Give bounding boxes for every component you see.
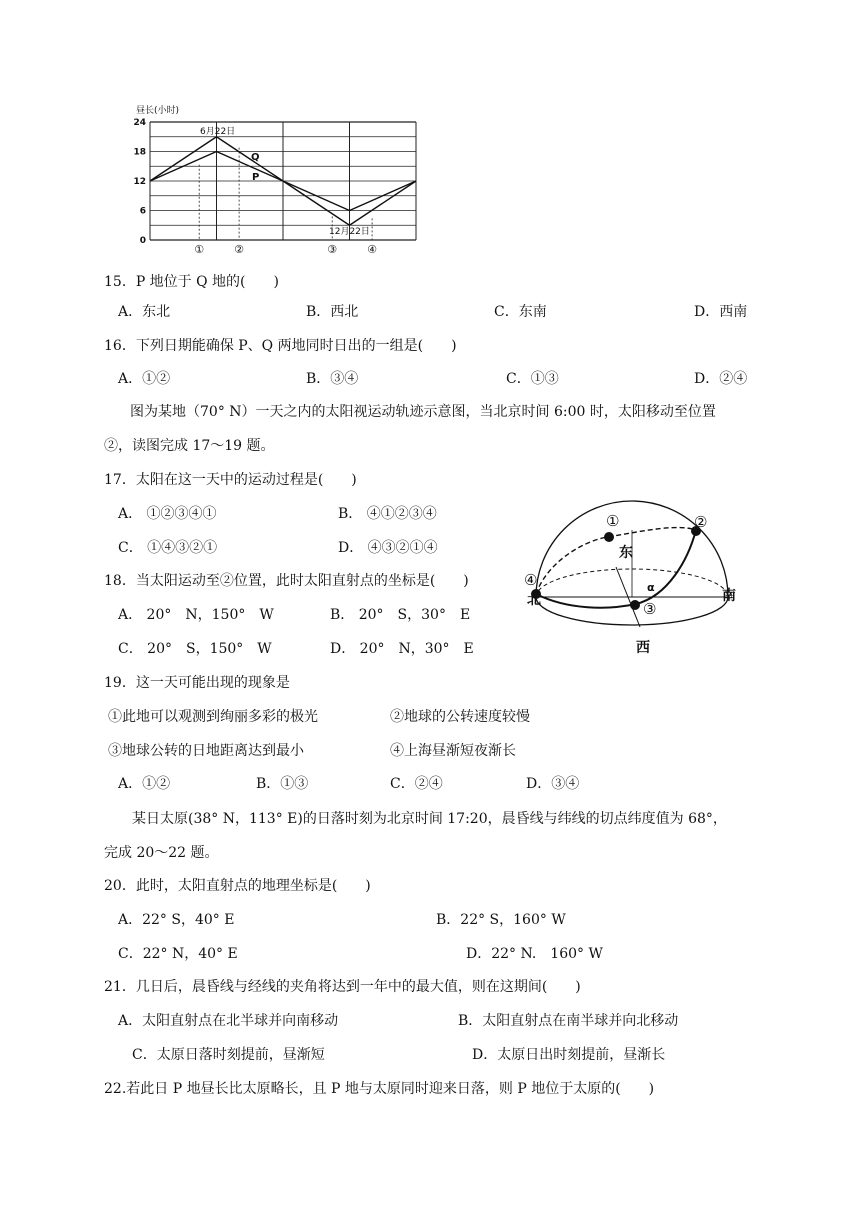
- intro-20-22-line2: 完成 20～22 题。: [104, 845, 219, 861]
- y-tick-label: 6: [139, 206, 146, 217]
- series-label-p: P: [252, 172, 260, 183]
- q16-option-d[interactable]: D．②④: [694, 371, 748, 387]
- y-tick-label: 24: [133, 118, 146, 128]
- q19-statement-2: ②地球的公转速度较慢: [390, 709, 530, 725]
- q18-option-c[interactable]: C． 20° S，150° W: [118, 641, 272, 657]
- q15-stem: 15．P 地位于 Q 地的( ): [104, 274, 279, 290]
- q18-option-a[interactable]: A． 20° N，150° W: [118, 607, 274, 623]
- q19-statement-3: ③地球公转的日地距离达到最小: [108, 743, 304, 759]
- q20-option-c[interactable]: C．22° N，40° E: [118, 946, 238, 962]
- label-south: 南: [722, 588, 736, 604]
- y-tick-label: 12: [133, 177, 146, 187]
- x-marker-label: ③: [327, 243, 338, 256]
- sun-path-front: [536, 530, 696, 608]
- annotation-dec22: 12月22日: [329, 227, 370, 237]
- q17-stem: 17．太阳在这一天中的运动过程是( ): [104, 472, 357, 488]
- q21-option-a[interactable]: A．太阳直射点在北半球并向南移动: [118, 1013, 339, 1029]
- label-west: 西: [636, 640, 650, 656]
- annotation-june22: 6月22日: [200, 127, 236, 137]
- q21-option-d[interactable]: D．太原日出时刻提前，昼渐长: [472, 1047, 666, 1063]
- q15-option-c[interactable]: C．东南: [494, 304, 547, 320]
- y-tick-label: 18: [133, 147, 146, 158]
- q19-option-d[interactable]: D．③④: [526, 776, 580, 792]
- intro-20-22-line1: 某日太原(38° N，113° E)的日落时刻为北京时间 17:20，晨昏线与纬线的切点纬度值为 68°，: [132, 811, 727, 827]
- q18-option-b[interactable]: B． 20° S，30° E: [330, 607, 471, 623]
- x-marker-label: ①: [194, 243, 205, 256]
- q17-option-b[interactable]: B． ④①②③④: [338, 506, 437, 522]
- q19-statement-4: ④上海昼渐短夜渐长: [390, 743, 516, 759]
- q15-option-a[interactable]: A．东北: [118, 304, 171, 320]
- q16-option-c[interactable]: C．①③: [506, 371, 559, 387]
- q18-option-d[interactable]: D． 20° N，30° E: [330, 641, 474, 657]
- q16-option-b[interactable]: B．③④: [306, 371, 359, 387]
- sun-position-label-2: ②: [694, 513, 708, 531]
- q20-stem: 20．此时，太阳直射点的地理坐标是( ): [104, 878, 371, 894]
- q18-stem: 18．当太阳运动至②位置，此时太阳直射点的坐标是( ): [104, 573, 469, 589]
- q19-stem: 19．这一天可能出现的现象是: [104, 675, 290, 691]
- label-alpha: α: [647, 581, 655, 594]
- q21-option-c[interactable]: C．太原日落时刻提前，昼渐短: [132, 1047, 325, 1063]
- chart-ylabel: 昼长(小时): [136, 106, 180, 116]
- q17-option-d[interactable]: D． ④③②①④: [338, 540, 438, 556]
- q19-option-c[interactable]: C．②④: [390, 776, 443, 792]
- q20-option-a[interactable]: A．22° S，40° E: [118, 912, 235, 928]
- q15-option-d[interactable]: D．西南: [694, 304, 748, 320]
- y-tick-label: 0: [139, 236, 146, 246]
- q19-statement-1: ①此地可以观测到绚丽多彩的极光: [108, 709, 318, 725]
- sun-path-back: [536, 528, 696, 594]
- q19-option-b[interactable]: B．①③: [256, 776, 309, 792]
- q22-stem: 22.若此日 P 地昼长比太原略长，且 P 地与太原同时迎来日落，则 P 地位于太原的( ): [104, 1081, 655, 1097]
- x-marker-label: ②: [234, 243, 245, 256]
- q21-stem: 21．几日后，晨昏线与经线的夹角将达到一年中的最大值，则在这期间( ): [104, 979, 581, 995]
- q20-option-d[interactable]: D．22° N. 160° W: [466, 946, 603, 962]
- series-label-q: Q: [251, 152, 260, 163]
- x-marker-label: ④: [367, 243, 378, 256]
- sun-position-3: [630, 600, 640, 610]
- intro-17-19-line1: 图为某地（70° N）一天之内的太阳视运动轨迹示意图，当北京时间 6:00 时，太阳移动至位置: [130, 404, 716, 420]
- sun-position-label-4: ④: [524, 571, 538, 589]
- label-east: 东: [619, 545, 633, 561]
- q17-option-c[interactable]: C． ①④③②①: [118, 540, 218, 556]
- label-north: 北: [527, 592, 541, 608]
- sun-position-label-3: ③: [643, 600, 657, 618]
- q21-option-b[interactable]: B．太阳直射点在南半球并向北移动: [458, 1013, 679, 1029]
- intro-17-19-line2: ②，读图完成 17～19 题。: [104, 438, 275, 454]
- q15-option-b[interactable]: B．西北: [306, 304, 359, 320]
- q16-stem: 16．下列日期能确保 P、Q 两地同时日出的一组是( ): [104, 338, 457, 354]
- q16-option-a[interactable]: A．①②: [118, 371, 171, 387]
- q20-option-b[interactable]: B．22° S，160° W: [436, 912, 566, 928]
- q19-option-a[interactable]: A．①②: [118, 776, 171, 792]
- sun-position-label-1: ①: [606, 512, 620, 530]
- day-length-chart: [120, 100, 430, 260]
- q17-option-a[interactable]: A． ①②③④①: [118, 506, 217, 522]
- sun-position-1: [604, 532, 614, 542]
- sun-path-diagram: [518, 500, 748, 660]
